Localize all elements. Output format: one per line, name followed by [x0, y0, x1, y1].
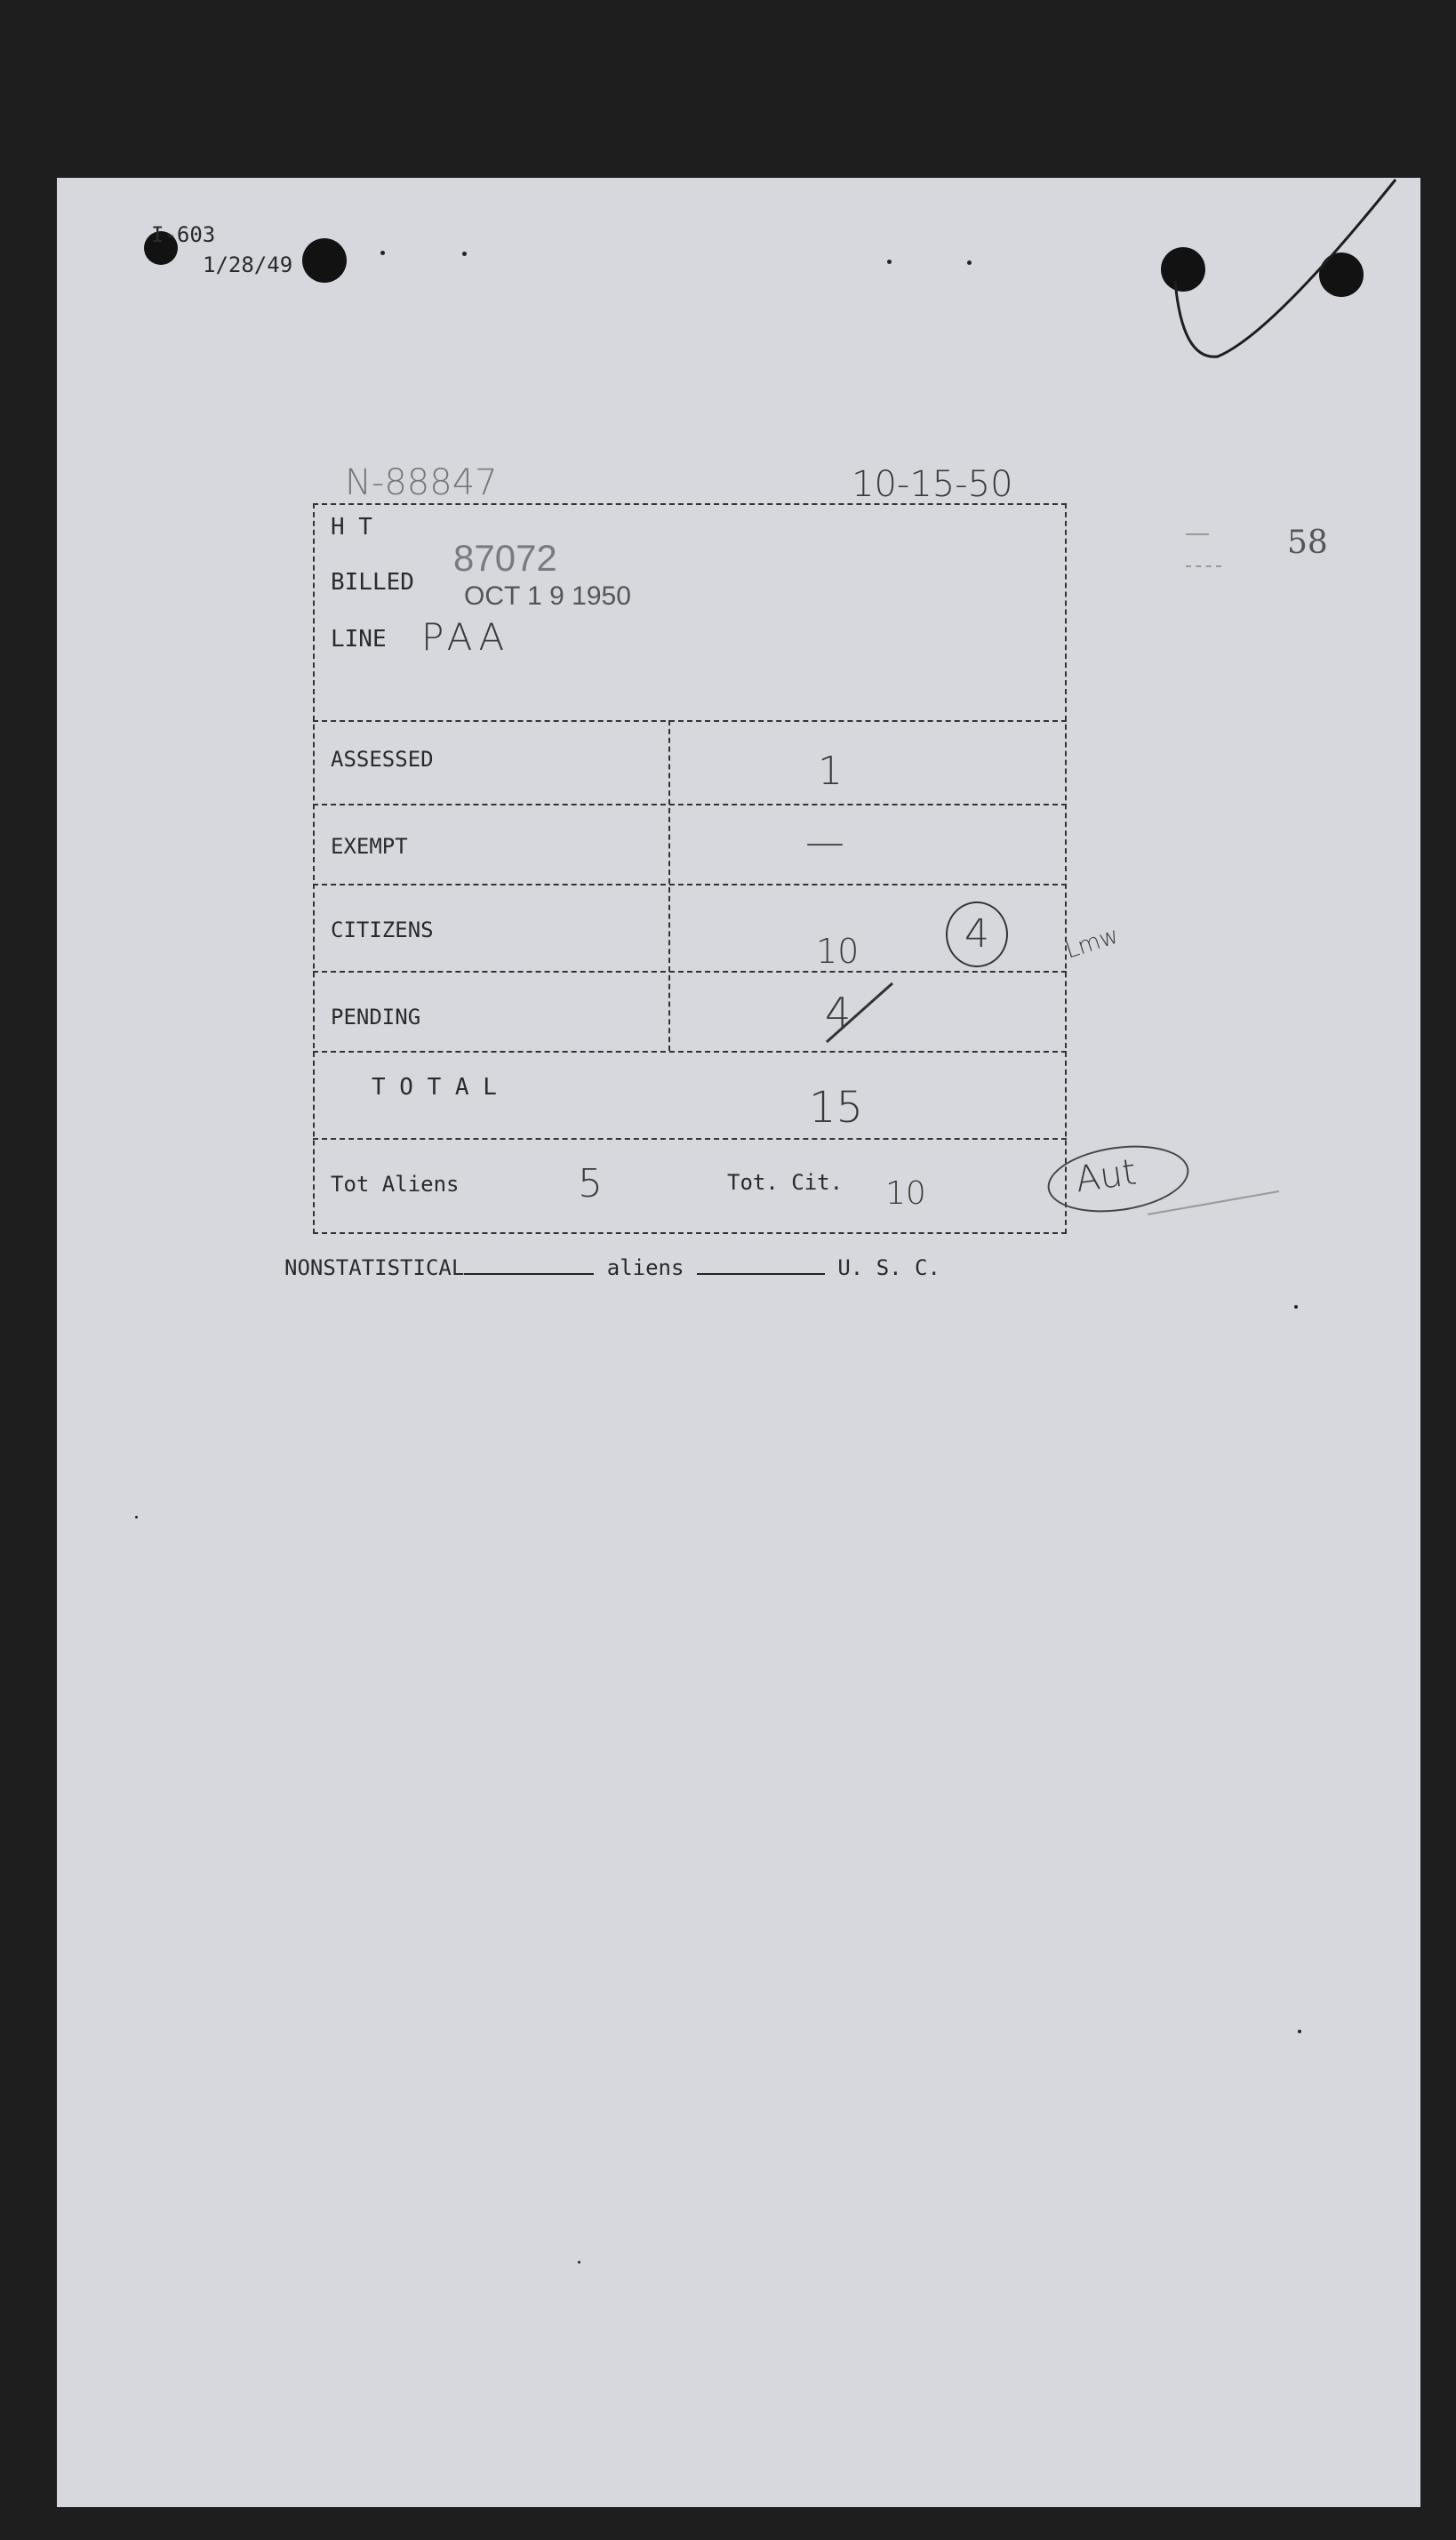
billed-number-stamp: 87072 [453, 537, 557, 579]
divider [313, 804, 1067, 805]
line-value: PAA [421, 615, 510, 659]
billed-label: BILLED [331, 569, 414, 596]
total-label: T O T A L [372, 1074, 497, 1101]
row-label-assessed: ASSESSED [331, 747, 434, 772]
nonstatistical-line [284, 1255, 940, 1280]
form-code: I-603 [151, 222, 216, 247]
row-value-citizens: 10 [816, 932, 860, 971]
row-value-assessed: 1 [818, 749, 843, 794]
initials-signature: Aut [1073, 1151, 1140, 1201]
row-value-exempt: — [805, 820, 844, 865]
row-value-pending: 4 [825, 989, 852, 1037]
nonstatistical-blank [464, 1255, 594, 1275]
nonstatistical-label: NONSTATISTICAL [284, 1255, 465, 1280]
page-number: 58 [1287, 525, 1328, 561]
citizens-initials: Lmw [1061, 922, 1123, 965]
speck [887, 260, 892, 264]
tot-cit-label: Tot. Cit. [727, 1170, 844, 1195]
tot-aliens-value: 5 [578, 1161, 603, 1206]
divider [313, 971, 1067, 973]
total-value: 15 [809, 1083, 864, 1133]
speck [1298, 2030, 1301, 2033]
tot-cit-value: 10 [885, 1175, 926, 1212]
check-mark-icon [1164, 174, 1404, 379]
circled-number [946, 901, 1008, 967]
row-label-citizens: CITIZENS [331, 917, 434, 942]
tot-aliens-label: Tot Aliens [331, 1172, 460, 1197]
aliens-label: aliens [606, 1255, 684, 1280]
usc-label: U. S. C. [837, 1255, 940, 1280]
speck [135, 1516, 138, 1518]
divider [313, 884, 1067, 885]
speck [578, 2261, 580, 2264]
ht-label: H T [331, 514, 372, 541]
divider [313, 720, 1067, 722]
circled-number-value: 4 [964, 911, 989, 957]
aliens-blank [697, 1255, 825, 1275]
strike-mark-icon [818, 978, 898, 1049]
faint-mark [1186, 533, 1209, 535]
form-box [313, 503, 1067, 1234]
speck [1294, 1305, 1298, 1309]
column-divider [668, 720, 670, 1051]
record-date: 10-15-50 [852, 464, 1013, 505]
faint-mark [1186, 565, 1221, 567]
punch-hole-left [302, 238, 347, 283]
divider [313, 1051, 1067, 1053]
file-number: N-88847 [345, 462, 498, 503]
divider [313, 1138, 1067, 1140]
speck [967, 260, 972, 265]
speck [380, 251, 385, 255]
billed-date-stamp: OCT 1 9 1950 [464, 581, 631, 611]
line-label: LINE [331, 626, 387, 653]
row-label-exempt: EXEMPT [331, 834, 408, 859]
row-label-pending: PENDING [331, 1005, 421, 1030]
speck [462, 252, 467, 256]
form-date: 1/28/49 [203, 252, 293, 277]
